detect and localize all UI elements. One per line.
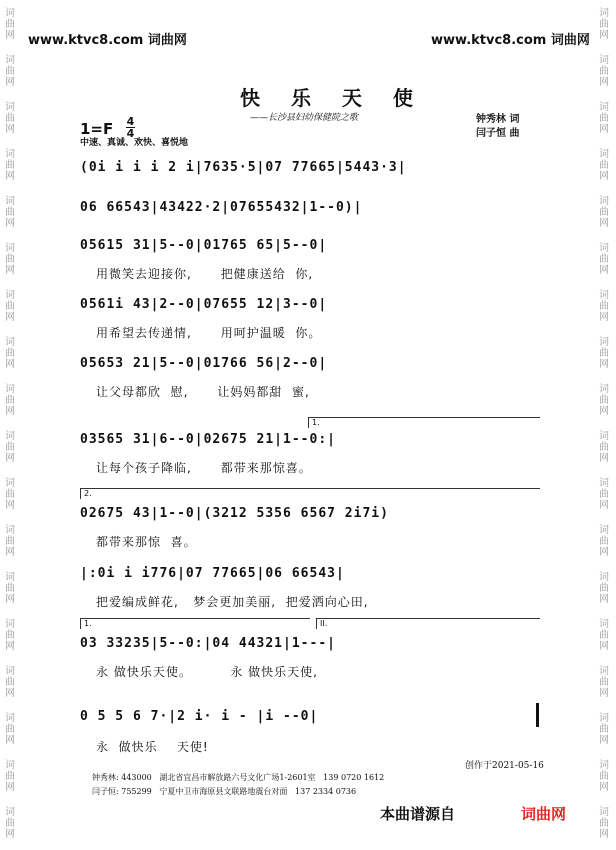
side-watermark-char: 曲 (599, 207, 609, 218)
side-watermark-char: 词 (599, 572, 609, 583)
side-watermark-char: 网 (5, 359, 15, 370)
lyrics-line-3: 用微笑去迎接你, 把健康送给 你, (96, 267, 314, 281)
score-line-6: 03565 31|6--0|02675 21|1--0:| (80, 432, 336, 447)
side-watermark-char: 曲 (5, 113, 15, 124)
footer-contact-2: 闫子恒: 755299 宁夏中卫市海原县文联路地震台对面 137 2334 0736 (92, 787, 357, 796)
side-watermark-char: 词 (599, 478, 609, 489)
side-watermark-char: 曲 (599, 19, 609, 30)
side-watermark-char: 网 (599, 688, 609, 699)
side-watermark-char: 词 (599, 619, 609, 630)
side-watermark-char: 曲 (599, 254, 609, 265)
side-watermark-char: 词 (599, 102, 609, 113)
lyrics-line-10: 永 做快乐 天使! (96, 740, 209, 754)
side-watermark-char: 曲 (599, 113, 609, 124)
side-watermark-char: 词 (5, 431, 15, 442)
side-watermark-char: 词 (5, 243, 15, 254)
side-watermark-char: 词 (5, 478, 15, 489)
watermark-top-right: www.ktvc8.com 词曲网 (431, 33, 590, 48)
side-watermark-char: 网 (599, 312, 609, 323)
side-watermark-char: 词 (5, 8, 15, 19)
side-watermark-char: 词 (5, 337, 15, 348)
score-line-2: 06 66543|43422·2|07655432|1--0)| (80, 200, 363, 215)
side-watermark-char: 曲 (5, 254, 15, 265)
side-watermark-char: 曲 (5, 395, 15, 406)
side-watermark-char: 网 (5, 312, 15, 323)
side-watermark-char: 词 (5, 807, 15, 818)
side-watermark-char: 词 (599, 431, 609, 442)
final-barline (536, 703, 539, 727)
side-watermark-char: 词 (5, 196, 15, 207)
side-watermark-char: 网 (5, 453, 15, 464)
side-watermark-char: 曲 (599, 583, 609, 594)
side-watermark-char: 网 (5, 218, 15, 229)
side-watermark-char: 词 (599, 8, 609, 19)
side-watermark-char: 词 (599, 290, 609, 301)
side-watermark-char: 网 (599, 547, 609, 558)
watermark-top-left: www.ktvc8.com 词曲网 (28, 33, 187, 48)
side-watermark-char: 曲 (5, 489, 15, 500)
side-watermark-char: 曲 (5, 583, 15, 594)
side-watermark-char: 曲 (599, 301, 609, 312)
side-watermark-char: 曲 (599, 348, 609, 359)
side-watermark-char: 词 (599, 55, 609, 66)
score-line-5: 05653 21|5--0|01766 56|2--0| (80, 356, 328, 371)
side-watermark-char: 网 (599, 406, 609, 417)
side-watermark-char: 网 (5, 782, 15, 793)
side-watermark-char: 词 (5, 713, 15, 724)
side-watermark-right (598, 0, 612, 850)
side-watermark-char: 曲 (599, 818, 609, 829)
side-watermark-char: 词 (5, 102, 15, 113)
source-brand: 词曲网 (521, 805, 567, 823)
meter-bottom: 4 (126, 127, 135, 140)
score-line-4: 0561i 43|2--0|07655 12|3--0| (80, 297, 328, 312)
key-signature: 1=F (80, 120, 114, 138)
side-watermark-char: 网 (599, 594, 609, 605)
side-watermark-char: 网 (5, 265, 15, 276)
second-ending-bracket: 2. (80, 488, 540, 499)
side-watermark-char: 网 (5, 124, 15, 135)
side-watermark-char: 网 (599, 77, 609, 88)
side-watermark-char: 网 (599, 30, 609, 41)
side-watermark-left (4, 0, 18, 850)
second-ending-bracket-b: II. (316, 618, 540, 629)
song-title: 快 乐 天 使 (240, 86, 425, 110)
side-watermark-char: 词 (599, 666, 609, 677)
side-watermark-char: 网 (5, 500, 15, 511)
side-watermark-char: 曲 (5, 66, 15, 77)
lyrics-line-6: 让每个孩子降临, 都带来那惊喜。 (96, 461, 312, 475)
first-ending-bracket: 1. (308, 417, 540, 428)
side-watermark-char: 曲 (599, 160, 609, 171)
first-ending-bracket-b: 1. (80, 618, 310, 629)
side-watermark-char: 曲 (599, 536, 609, 547)
side-watermark-char: 词 (5, 619, 15, 630)
score-line-10: 0 5 5 6 7·|2 i· i - |i --0| (80, 709, 319, 724)
side-watermark-char: 网 (5, 829, 15, 840)
side-watermark-char: 网 (5, 171, 15, 182)
side-watermark-char: 曲 (599, 395, 609, 406)
side-watermark-char: 曲 (5, 536, 15, 547)
side-watermark-char: 曲 (599, 489, 609, 500)
side-watermark-char: 曲 (5, 818, 15, 829)
side-watermark-char: 网 (5, 735, 15, 746)
side-watermark-char: 网 (5, 30, 15, 41)
meter-top: 4 (126, 115, 135, 128)
side-watermark-char: 曲 (5, 207, 15, 218)
side-watermark-char: 网 (599, 829, 609, 840)
side-watermark-char: 词 (5, 525, 15, 536)
score-line-8: |:0i i i776|07 77665|06 66543| (80, 566, 345, 581)
lyrics-line-8: 把爱编成鲜花, 梦会更加美丽, 把爱洒向心田, (96, 595, 369, 609)
score-line-1: (0i i i i 2 i|7635·5|07 77665|5443·3| (80, 160, 407, 175)
side-watermark-char: 曲 (5, 677, 15, 688)
side-watermark-char: 词 (599, 384, 609, 395)
side-watermark-char: 词 (5, 384, 15, 395)
side-watermark-char: 词 (5, 149, 15, 160)
creation-date: 创作于2021-05-16 (465, 761, 544, 771)
side-watermark-char: 网 (599, 265, 609, 276)
side-watermark-char: 曲 (5, 442, 15, 453)
side-watermark-char: 词 (599, 149, 609, 160)
side-watermark-char: 网 (599, 218, 609, 229)
side-watermark-char: 曲 (5, 301, 15, 312)
side-watermark-char: 网 (5, 547, 15, 558)
lyrics-line-4: 用希望去传递情, 用呵护温暖 你。 (96, 326, 322, 340)
side-watermark-char: 网 (599, 124, 609, 135)
side-watermark-char: 曲 (5, 348, 15, 359)
side-watermark-char: 曲 (599, 66, 609, 77)
tempo-marking: 中速、真诚、欢快、喜悦地 (80, 138, 189, 148)
side-watermark-char: 网 (599, 641, 609, 652)
side-watermark-char: 曲 (599, 630, 609, 641)
side-watermark-char: 曲 (599, 442, 609, 453)
lyrics-line-9: 永 做快乐天使。 永 做快乐天使, (96, 665, 318, 679)
lyricist-credit: 钟秀林 词 (476, 114, 520, 125)
side-watermark-char: 词 (599, 525, 609, 536)
side-watermark-char: 词 (599, 807, 609, 818)
side-watermark-char: 词 (599, 760, 609, 771)
side-watermark-char: 网 (599, 171, 609, 182)
side-watermark-char: 词 (5, 760, 15, 771)
side-watermark-char: 曲 (599, 724, 609, 735)
side-watermark-char: 词 (5, 290, 15, 301)
lyrics-line-5: 让父母都欣 慰, 让妈妈都甜 蜜, (96, 385, 310, 399)
side-watermark-char: 词 (599, 243, 609, 254)
side-watermark-char: 词 (599, 196, 609, 207)
side-watermark-char: 网 (5, 77, 15, 88)
composer-credit: 闫子恒 曲 (476, 128, 520, 139)
side-watermark-char: 词 (5, 572, 15, 583)
side-watermark-char: 曲 (599, 677, 609, 688)
side-watermark-char: 曲 (5, 160, 15, 171)
score-line-3: 05615 31|5--0|01765 65|5--0| (80, 238, 328, 253)
lyrics-line-7: 都带来那惊 喜。 (96, 535, 197, 549)
side-watermark-char: 网 (5, 641, 15, 652)
side-watermark-char: 曲 (5, 630, 15, 641)
score-line-7: 02675 43|1--0|(3212 5356 6567 2i7i) (80, 506, 389, 521)
side-watermark-char: 网 (599, 782, 609, 793)
footer-contact-1: 钟秀林: 443000 湖北省宜昌市解放路六号文化广场1-2601室 139 0720 1612 (92, 773, 385, 782)
side-watermark-char: 词 (599, 337, 609, 348)
side-watermark-char: 网 (599, 453, 609, 464)
side-watermark-char: 网 (599, 735, 609, 746)
side-watermark-char: 词 (5, 666, 15, 677)
song-subtitle: ——长沙县妇幼保健院之歌 (250, 113, 359, 123)
side-watermark-char: 网 (5, 594, 15, 605)
side-watermark-char: 网 (599, 359, 609, 370)
source-label: 本曲谱源自 (380, 805, 456, 823)
score-line-9: 03 33235|5--0:|04 44321|1---| (80, 636, 336, 651)
side-watermark-char: 网 (5, 406, 15, 417)
side-watermark-char: 网 (5, 688, 15, 699)
side-watermark-char: 词 (5, 55, 15, 66)
side-watermark-char: 曲 (5, 771, 15, 782)
side-watermark-char: 曲 (5, 724, 15, 735)
side-watermark-char: 词 (599, 713, 609, 724)
side-watermark-char: 曲 (599, 771, 609, 782)
side-watermark-char: 网 (599, 500, 609, 511)
side-watermark-char: 曲 (5, 19, 15, 30)
